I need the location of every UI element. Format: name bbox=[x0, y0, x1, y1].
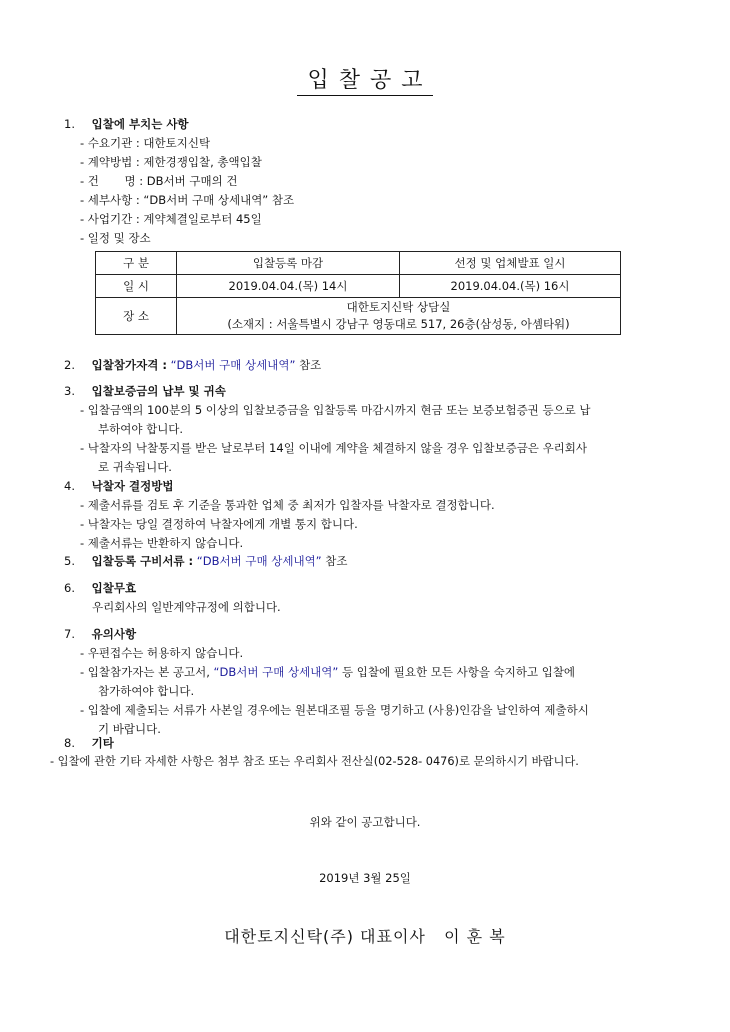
section-1 bbox=[64, 114, 684, 248]
section-title: 입찰에 부치는 사항 bbox=[91, 117, 189, 131]
place-name: 대한토지신탁 상담실 bbox=[346, 300, 451, 314]
list-item-continuation: 참가하여야 합니다. bbox=[98, 684, 195, 698]
section-number: 3. bbox=[64, 384, 75, 398]
list-item: - 제출서류를 검토 후 기준을 통과한 업체 중 최저가 입찰자를 낙찰자로 결정합니다. bbox=[80, 498, 495, 512]
list-item: - 건 명 : DB서버 구매의 건 bbox=[80, 174, 238, 188]
place-address: (소재지 : 서울특별시 강남구 영동대로 517, 26층(삼성동, 아셈타워) bbox=[227, 317, 570, 331]
list-item: - 제출서류는 반환하지 않습니다. bbox=[80, 536, 244, 550]
section-4 bbox=[64, 476, 684, 553]
list-item-continuation: 부하여야 합니다. bbox=[98, 422, 184, 436]
section-title: 유의사항 bbox=[91, 627, 137, 641]
list-item: - 낙찰자는 당일 결정하여 낙찰자에게 개별 통지 합니다. bbox=[80, 517, 358, 531]
section-number: 6. bbox=[64, 581, 75, 595]
section-8 bbox=[64, 733, 684, 753]
section-title: 입찰참가자격 : bbox=[91, 358, 167, 372]
table-row bbox=[96, 252, 621, 275]
list-item: - 수요기관 : 대한토지신탁 bbox=[80, 136, 211, 150]
reference-suffix: 참조 bbox=[299, 358, 322, 372]
list-item: - 세부사항 : “DB서버 구매 상세내역” 참조 bbox=[80, 193, 295, 207]
place-label-cell: 장 소 bbox=[96, 298, 177, 335]
section-number: 2. bbox=[64, 358, 75, 372]
list-item: - 사업기간 : 계약체결일로부터 45일 bbox=[80, 212, 262, 226]
section-6 bbox=[64, 578, 684, 617]
section-title: 기타 bbox=[91, 736, 114, 750]
section-number: 4. bbox=[64, 479, 75, 493]
table-row bbox=[96, 298, 621, 335]
table-header-cell: 선정 및 업체발표 일시 bbox=[400, 252, 621, 275]
list-item: - 낙찰자의 낙찰통지를 받은 날로부터 14일 이내에 계약을 체결하지 않을 경우 입찰보증금은 우리회사 bbox=[80, 441, 588, 455]
table-header-cell: 입찰등록 마감 bbox=[177, 252, 400, 275]
place-cell bbox=[177, 298, 621, 335]
table-cell: 2019.04.04.(목) 14시 bbox=[177, 275, 400, 298]
signature-line: 대한토지신탁(주) 대표이사 이 훈 복 bbox=[224, 927, 506, 946]
section-5 bbox=[64, 551, 684, 571]
list-item: - 우편접수는 허용하지 않습니다. bbox=[80, 646, 244, 660]
list-item-continuation: 로 귀속됩니다. bbox=[98, 460, 172, 474]
section-title: 낙찰자 결정방법 bbox=[91, 479, 174, 493]
section-2 bbox=[64, 355, 684, 375]
list-item-text: - 입찰참가자는 본 공고서, bbox=[80, 665, 214, 679]
table-header-cell: 구 분 bbox=[96, 252, 177, 275]
closing-statement: 위와 같이 공고합니다. bbox=[309, 815, 421, 829]
section-number: 5. bbox=[64, 554, 75, 568]
section-8-body: - 입찰에 관한 기타 자세한 사항은 첨부 참조 또는 우리회사 전산실(02-528- 0476)로 문의하시기 바랍니다. bbox=[50, 755, 579, 768]
section-7 bbox=[64, 624, 684, 739]
detail-reference-link: “DB서버 구매 상세내역” bbox=[170, 358, 296, 372]
schedule-table bbox=[95, 251, 621, 335]
reference-suffix: 참조 bbox=[325, 554, 348, 568]
list-item: - 입찰금액의 100분의 5 이상의 입찰보증금을 입찰등록 마감시까지 현금 또는 보증보험증권 등으로 납 bbox=[80, 403, 591, 417]
date-label-cell: 일 시 bbox=[96, 275, 177, 298]
section-number: 8. bbox=[64, 736, 75, 750]
section-title: 입찰무효 bbox=[91, 581, 137, 595]
document-title bbox=[0, 63, 730, 94]
table-row bbox=[96, 275, 621, 298]
list-item-continuation: 기 바랍니다. bbox=[98, 722, 161, 736]
list-item: - 계약방법 : 제한경쟁입찰, 총액입찰 bbox=[80, 155, 262, 169]
document-title-text: 입찰공고 bbox=[297, 68, 432, 96]
announcement-date: 2019년 3월 25일 bbox=[319, 871, 411, 885]
section-title: 입찰보증금의 납부 및 귀속 bbox=[91, 384, 226, 398]
section-number: 7. bbox=[64, 627, 75, 641]
list-item: - 입찰에 제출되는 서류가 사본일 경우에는 원본대조필 등을 명기하고 (사용)인감을 날인하여 제출하시 bbox=[80, 703, 589, 717]
list-item bbox=[64, 663, 684, 682]
list-item: - 일정 및 장소 bbox=[80, 231, 151, 245]
detail-reference-link: “DB서버 구매 상세내역” bbox=[213, 665, 339, 679]
detail-reference-link: “DB서버 구매 상세내역” bbox=[196, 554, 322, 568]
section-title: 입찰등록 구비서류 : bbox=[91, 554, 194, 568]
table-cell: 2019.04.04.(목) 16시 bbox=[400, 275, 621, 298]
section-3 bbox=[64, 381, 684, 477]
section-body: 우리회사의 일반계약규정에 의합니다. bbox=[92, 600, 281, 614]
list-item-text: 등 입찰에 필요한 모든 사항을 숙지하고 입찰에 bbox=[338, 665, 576, 679]
section-number: 1. bbox=[64, 117, 75, 131]
